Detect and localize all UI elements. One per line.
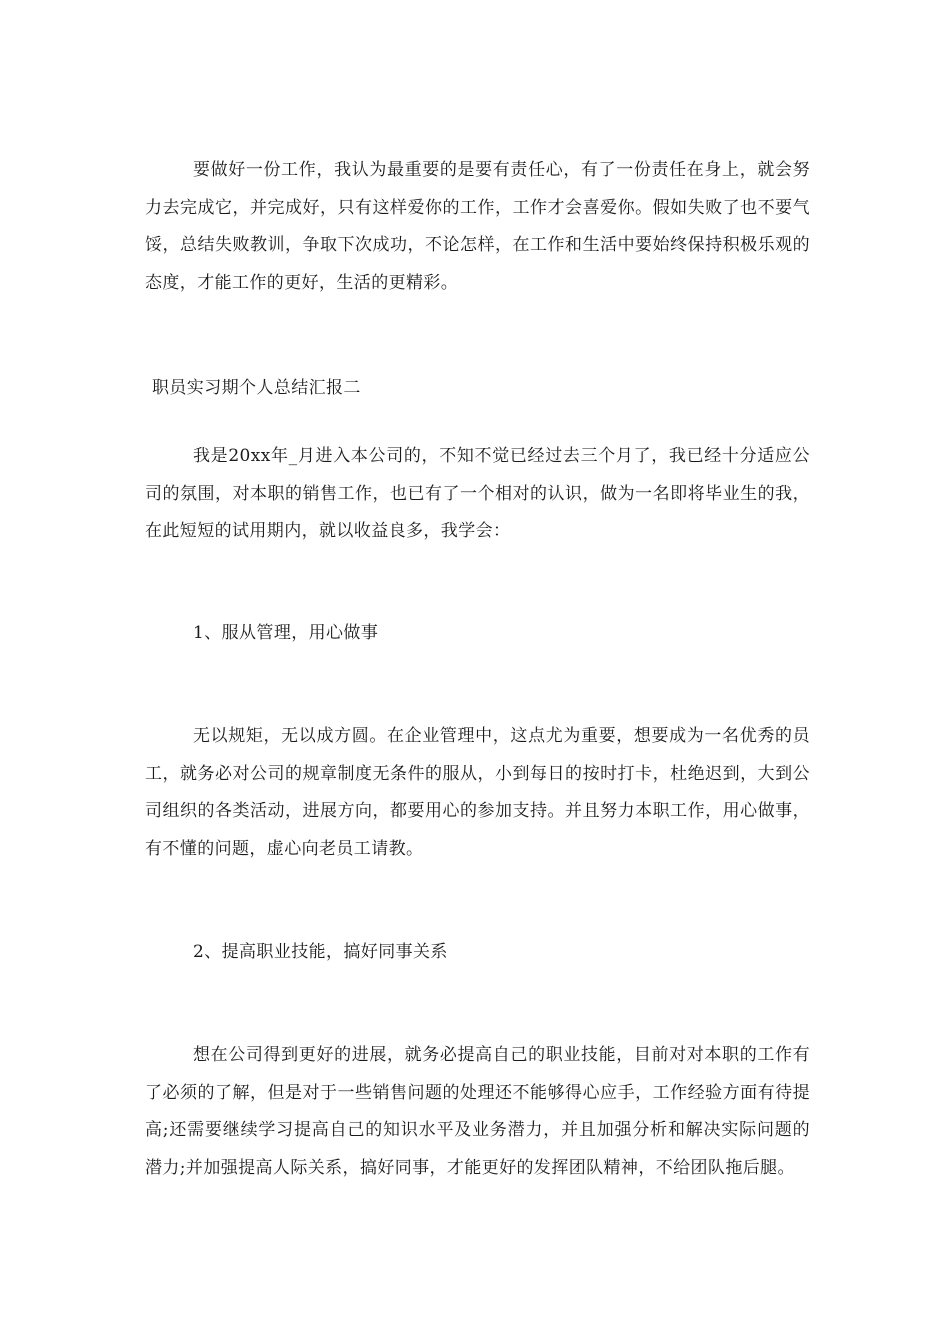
paragraph-skills: 想在公司得到更好的进展，就务必提高自己的职业技能，目前对对本职的工作有了必须的了解，但是对于一些销售问题的处理还不能够得心应手，工作经验方面有待提高;还需要继续学习提高自己的知识水平及业务潜力，并且加强分析和解决实际问题的潜力;并加强提高人际关系，搞好同事，才能更好的发挥团队精神，不给团队拖后腿。 xyxy=(145,1045,810,1178)
item-2-title: 2、提高职业技能，搞好同事关系 xyxy=(193,942,448,962)
paragraph-management: 无以规矩，无以成方圆。在企业管理中，这点尤为重要，想要成为一名优秀的员工，就务必对公司的规章制度无条件的服从，小到每日的按时打卡，杜绝迟到，大到公司组织的各类活动，进展方向，都要用心的参加支持。并且努力本职工作，用心做事，有不懂的问题，虚心向老员工请教。 xyxy=(145,726,810,859)
item-1-title: 1、服从管理，用心做事 xyxy=(193,623,379,643)
section-title: 职员实习期个人总结汇报二 xyxy=(152,378,361,398)
paragraph-responsibility: 要做好一份工作，我认为最重要的是要有责任心，有了一份责任在身上，就会努力去完成它，并完成好，只有这样爱你的工作，工作才会喜爱你。假如失败了也不要气馁，总结失败教训，争取下次成功，不论怎样，在工作和生活中要始终保持积极乐观的态度，才能工作的更好，生活的更精彩。 xyxy=(145,160,810,293)
paragraph-introduction: 我是20xx年_月进入本公司的，不知不觉已经过去三个月了，我已经十分适应公司的氛围，对本职的销售工作，也已有了一个相对的认识，做为一名即将毕业生的我，在此短短的试用期内，就以收益良多，我学会： xyxy=(145,446,810,541)
